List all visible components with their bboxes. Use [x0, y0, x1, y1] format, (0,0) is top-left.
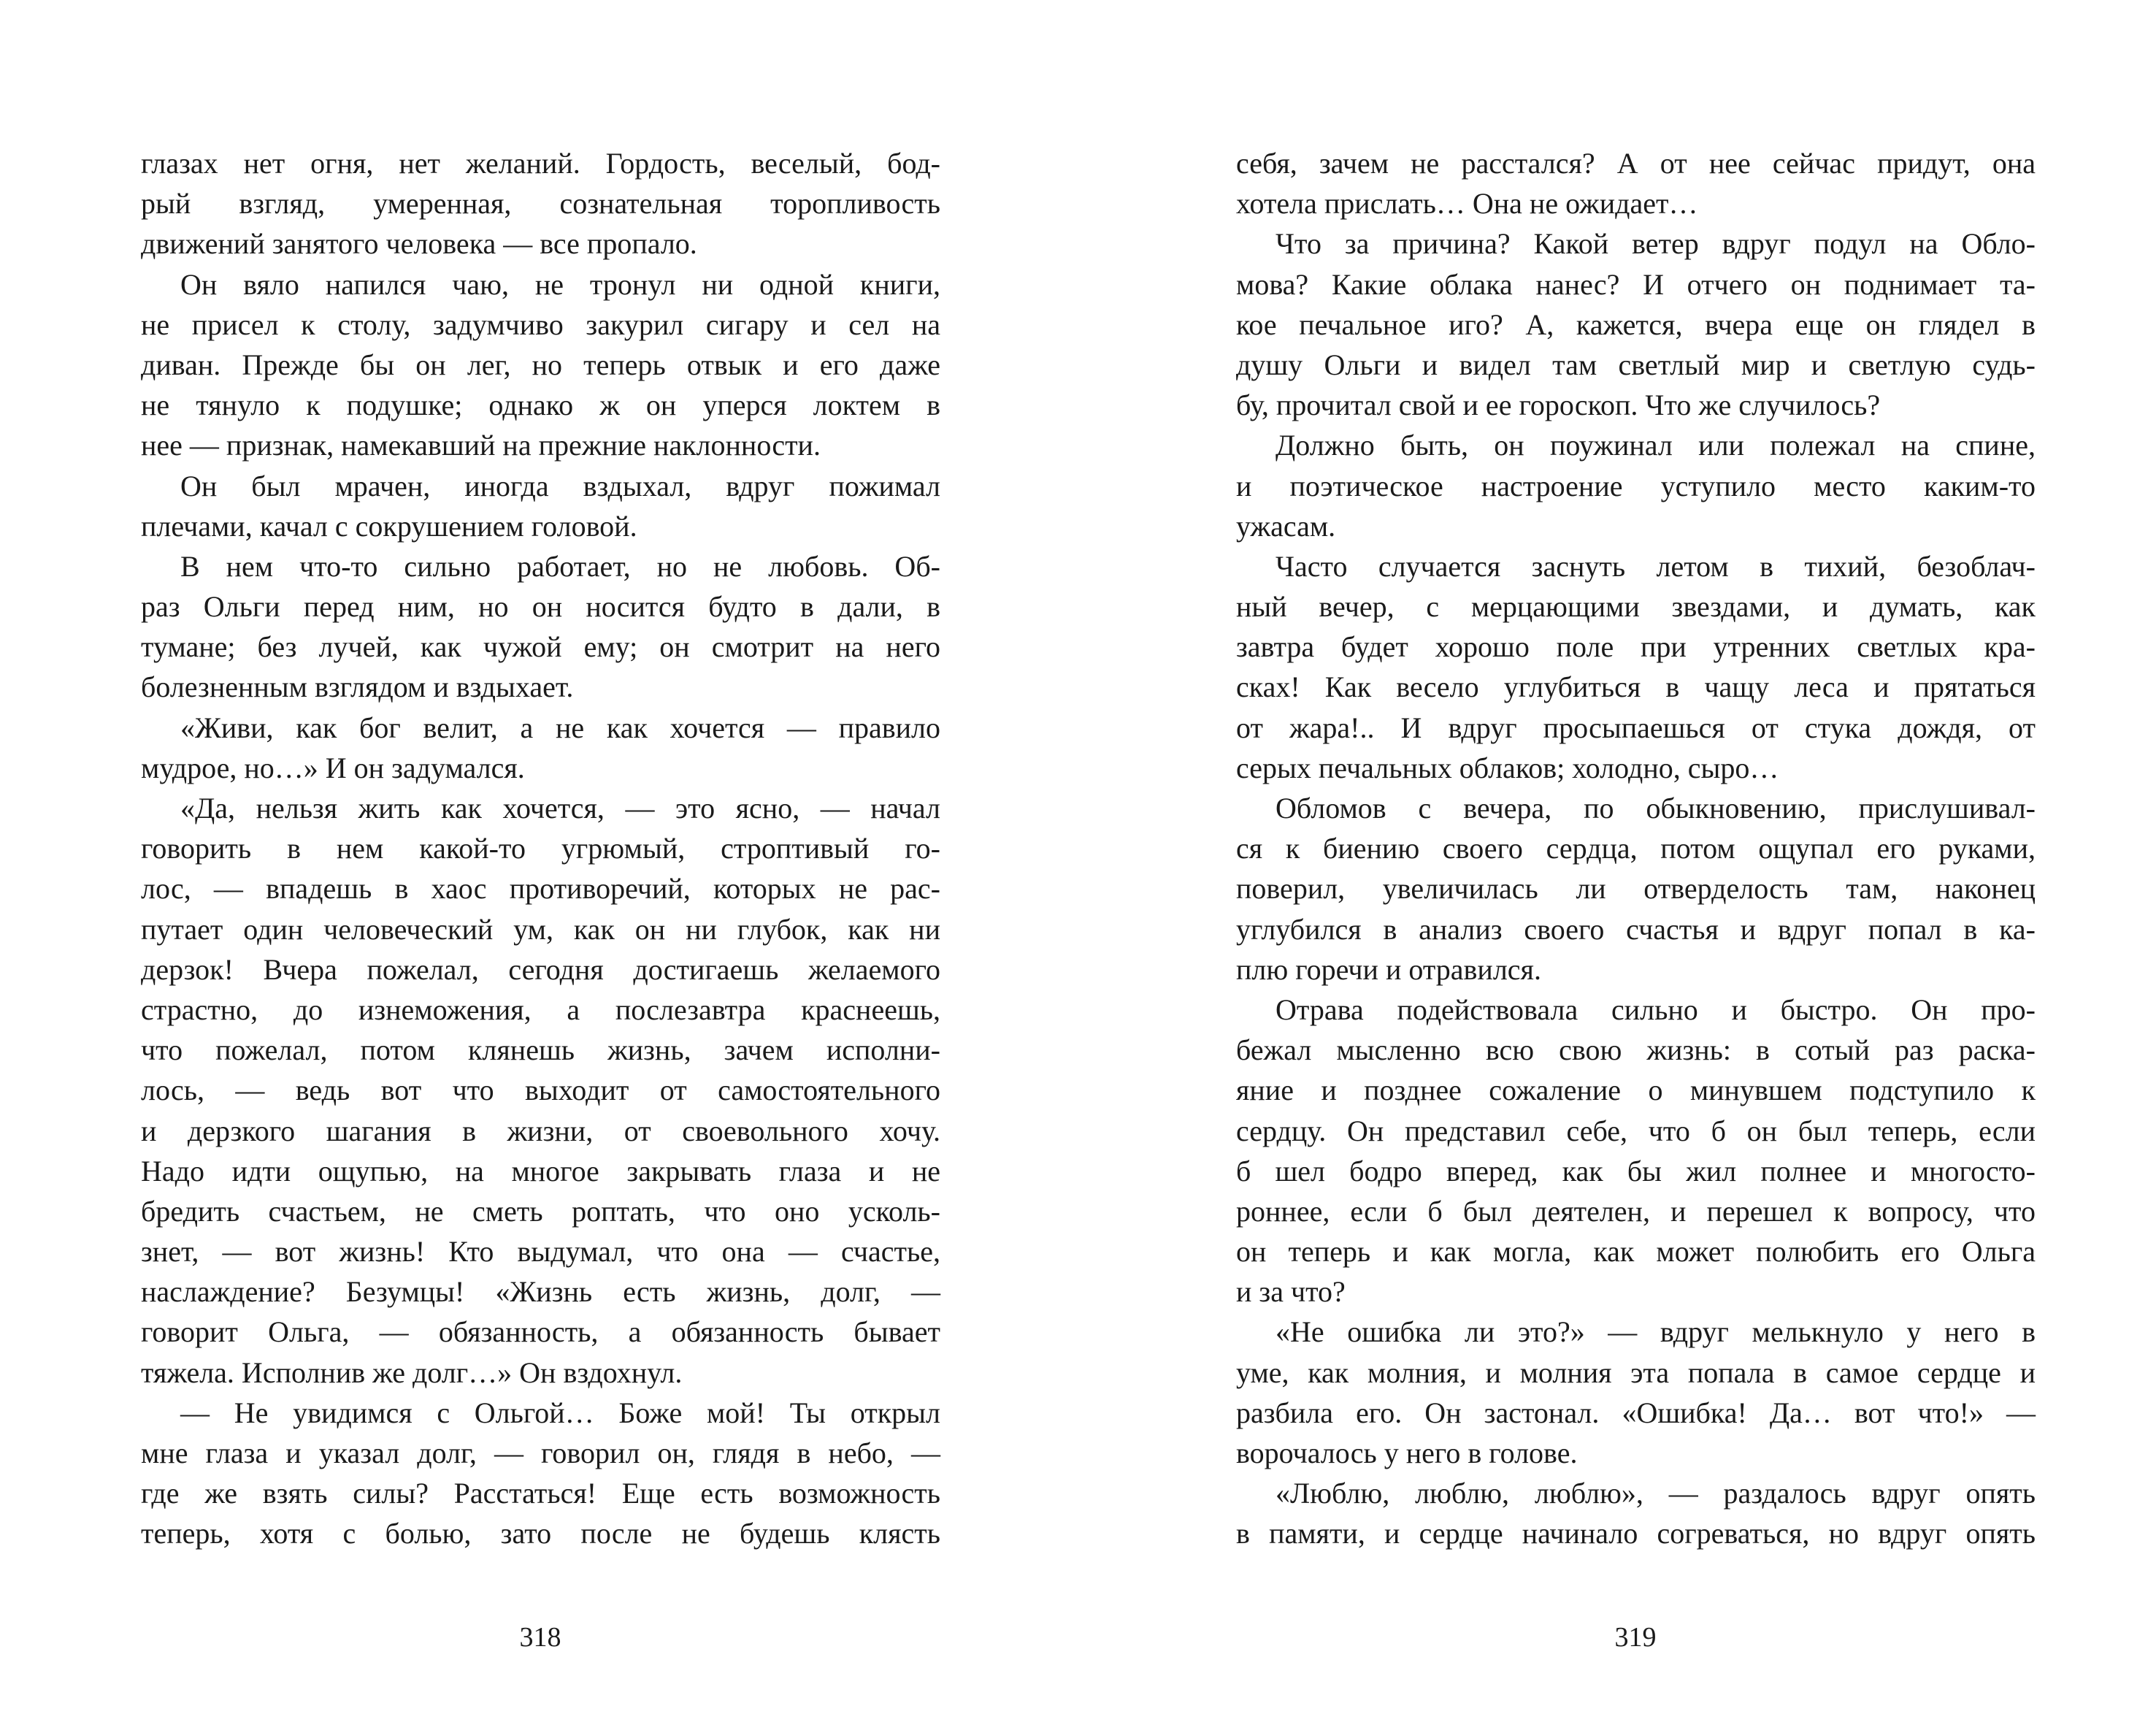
text-line: лось, — ведь вот что выходит от самостоятельного [141, 1074, 940, 1107]
text-line: говорит Ольга, — обязанность, а обязанность бывает [141, 1315, 940, 1349]
text-line: «Не ошибка ли это?» — вдруг мелькнуло у него в [1275, 1315, 2036, 1349]
text-line: раз Ольги перед ним, но он носится будто в дали, в [141, 590, 940, 624]
text-line: Отрава подействовала сильно и быстро. Он про- [1275, 992, 2036, 1026]
text-line: хотела прислать… Она не ожидает… [1236, 187, 1698, 221]
text-line: В нем что-то сильно работает, но не любовь. Об- [180, 549, 940, 583]
text-line: завтра будет хорошо поле при утренних светлых кра- [1236, 630, 2036, 664]
text-line: сках! Как весело углубиться в чащу леса и прятаться [1236, 670, 2036, 704]
text-line: углубился в анализ своего счастья и вдруг попал в ка- [1236, 912, 2036, 946]
text-line: Он был мрачен, иногда вздыхал, вдруг пожимал [180, 469, 940, 502]
text-line: в памяти, и сердце начинало согреваться, но вдруг опять [1236, 1517, 2036, 1550]
text-line: роннее, если б был деятелен, и перешел к вопросу, что [1236, 1194, 2036, 1228]
text-line: знет, — вот жизнь! Кто выдумал, что она — счастье, [141, 1235, 940, 1269]
text-line: бу, прочитал свой и ее гороскоп. Что же случилось? [1236, 389, 1881, 422]
text-line: страстно, до изнеможения, а послезавтра краснеешь, [141, 992, 940, 1026]
text-line: ся к биению своего сердца, потом ощупал его руками, [1236, 832, 2036, 865]
text-line: путает один человеческий ум, как он ни глубок, как ни [141, 912, 940, 946]
text-line: болезненным взглядом и вздыхает. [141, 670, 574, 704]
text-line: поверил, увеличилась ли отверделость там, наконец [1236, 872, 2036, 906]
text-line: Что за причина? Какой ветер вдруг подул на Обло- [1275, 227, 2036, 261]
text-line: он теперь и как могла, как может полюбить его Ольга [1236, 1235, 2036, 1269]
text-line: «Люблю, люблю, люблю», — раздалось вдруг опять [1275, 1477, 2036, 1510]
text-line: нее — признак, намекавший на прежние наклонности. [141, 429, 821, 462]
text-line: мудрое, но…» И он задумался. [141, 751, 525, 784]
page-number-right: 319 [1614, 1622, 1657, 1653]
text-line: плечами, качал с сокрушением головой. [141, 509, 637, 543]
text-line: «Живи, как бог велит, а не как хочется — правило [180, 711, 940, 744]
text-line: «Да, нельзя жить как хочется, — это ясно, — начал [180, 792, 940, 825]
text-line: — Не увидимся с Ольгой… Боже мой! Ты открыл [180, 1396, 940, 1429]
text-line: Должно быть, он поужинал или полежал на спине, [1275, 429, 2036, 462]
text-line: Он вяло напился чаю, не тронул ни одной книги, [180, 267, 940, 301]
page-number-left: 318 [519, 1622, 561, 1653]
text-line: от жара!.. И вдруг просыпаешься от стука дождя, от [1236, 711, 2036, 744]
text-line: ный вечер, с мерцающими звездами, и думать, как [1236, 590, 2036, 624]
right-page-text [1236, 143, 2036, 1554]
text-line: тяжела. Исполнив же долг…» Он вздохнул. [141, 1355, 683, 1389]
text-line: лос, — впадешь в хаос противоречий, которых не рас- [141, 872, 940, 906]
text-line: где же взять силы? Расстаться! Еще есть возможность [141, 1477, 940, 1510]
text-line: ворочалось у него в голове. [1236, 1437, 1578, 1469]
text-line: Часто случается заснуть летом в тихий, безоблач- [1275, 549, 2036, 583]
text-line: не присел к столу, задумчиво закурил сигару и сел на [141, 307, 940, 341]
text-line: рый взгляд, умеренная, сознательная торопливость [141, 187, 940, 221]
text-line: себя, зачем не расстался? А от нее сейчас придут, она [1236, 147, 2036, 180]
text-line: и за что? [1236, 1275, 1346, 1309]
text-line: уме, как молния, и молния эта попала в самое сердце и [1236, 1355, 2036, 1389]
text-line: говорить в нем какой-то угрюмый, строптивый го- [141, 832, 940, 865]
text-line: диван. Прежде бы он лег, но теперь отвык и его даже [141, 348, 940, 381]
text-line: яние и позднее сожаление о минувшем подступило к [1236, 1074, 2036, 1107]
text-line: серых печальных облаков; холодно, сыро… [1236, 751, 1779, 784]
text-line: разбила его. Он застонал. «Ошибка! Да… вот что!» — [1236, 1396, 2036, 1429]
text-line: Обломов с вечера, по обыкновению, прислушивал- [1275, 792, 2036, 825]
left-page-text [141, 143, 940, 1554]
text-line: б шел бодро вперед, как бы жил полнее и многосто- [1236, 1154, 2036, 1187]
text-line: и дерзкого шагания в жизни, от своевольного хочу. [141, 1114, 940, 1147]
text-line: мне глаза и указал долг, — говорил он, глядя в небо, — [141, 1437, 940, 1469]
text-line: душу Ольги и видел там светлый мир и светлую судь- [1236, 348, 2036, 381]
text-line: мова? Какие облака нанес? И отчего он поднимает та- [1236, 267, 2036, 301]
text-line: бредить счастьем, не сметь роптать, что оно усколь- [141, 1194, 940, 1228]
text-line: что пожелал, потом клянешь жизнь, зачем исполни- [141, 1033, 940, 1067]
text-line: глазах нет огня, нет желаний. Гордость, веселый, бод- [141, 147, 940, 180]
text-line: ужасам. [1236, 509, 1336, 543]
text-line: плю горечи и отравился. [1236, 952, 1541, 986]
text-line: сердцу. Он представил себе, что б он был теперь, если [1236, 1114, 2036, 1147]
text-line: наслаждение? Безумцы! «Жизнь есть жизнь, долг, — [141, 1275, 940, 1309]
text-line: кое печальное иго? А, кажется, вчера еще он глядел в [1236, 307, 2036, 341]
text-line: тумане; без лучей, как чужой ему; он смотрит на него [141, 630, 940, 664]
text-line: дерзок! Вчера пожелал, сегодня достигаешь желаемого [141, 952, 940, 986]
text-line: движений занятого человека — все пропало. [141, 227, 697, 261]
text-line: бежал мысленно всю свою жизнь: в сотый раз раска- [1236, 1033, 2036, 1067]
text-line: теперь, хотя с болью, зато после не будешь клясть [141, 1517, 940, 1550]
text-line: Надо идти ощупью, на многое закрывать глаза и не [141, 1154, 940, 1187]
text-line: и поэтическое настроение уступило место каким-то [1236, 469, 2036, 502]
text-line: не тянуло к подушке; однако ж он уперся локтем в [141, 389, 940, 422]
